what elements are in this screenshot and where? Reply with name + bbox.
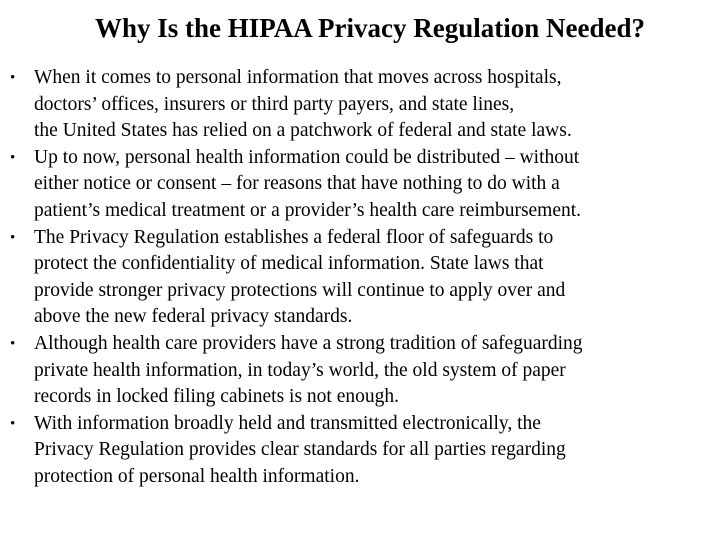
bullet-icon: •: [10, 335, 16, 352]
bullet-text-line: protection of personal health information.: [34, 465, 360, 487]
bullet-item: [8, 331, 714, 411]
bullet-text-line: the United States has relied on a patchwork of federal and state laws.: [34, 120, 572, 142]
bullet-text-line: either notice or consent – for reasons that have nothing to do with a: [34, 173, 560, 195]
bullet-icon: •: [10, 70, 16, 86]
bullet-text-line: above the new federal privacy standards.: [34, 306, 353, 328]
bullet-item: [8, 65, 714, 145]
slide-title: Why Is the HIPAA Privacy Regulation Needed?: [95, 13, 645, 43]
bullet-text-line: Although health care providers have a strong tradition of safeguarding: [34, 332, 583, 354]
bullet-icon: •: [10, 415, 16, 432]
bullet-text-line: provide stronger privacy protections will continue to apply over and: [34, 279, 566, 301]
bullet-icon: •: [10, 149, 16, 166]
bullet-text-line: When it comes to personal information that moves across hospitals,: [34, 67, 562, 88]
bullet-item: [8, 411, 714, 491]
bullet-icon: •: [10, 229, 16, 246]
bullet-text-line: patient’s medical treatment or a provider’s health care reimbursement.: [34, 199, 582, 221]
bullet-item: [8, 145, 714, 225]
bullet-text-line: The Privacy Regulation establishes a federal floor of safeguards to: [34, 226, 554, 248]
bullet-text-line: private health information, in today’s world, the old system of paper: [34, 359, 566, 381]
bullet-text-line: doctors’ offices, insurers or third party payers, and state lines,: [34, 93, 515, 115]
bullet-text-line: Privacy Regulation provides clear standards for all parties regarding: [34, 439, 566, 461]
bullet-item: [8, 225, 714, 331]
bullet-text-line: protect the confidentiality of medical information. State laws that: [34, 253, 544, 275]
bullet-list: [8, 65, 714, 491]
bullet-text-line: records in locked filing cabinets is not enough.: [34, 386, 399, 408]
bullet-text-line: With information broadly held and transmitted electronically, the: [34, 412, 541, 434]
bullet-text-line: Up to now, personal health information could be distributed – without: [34, 146, 580, 168]
